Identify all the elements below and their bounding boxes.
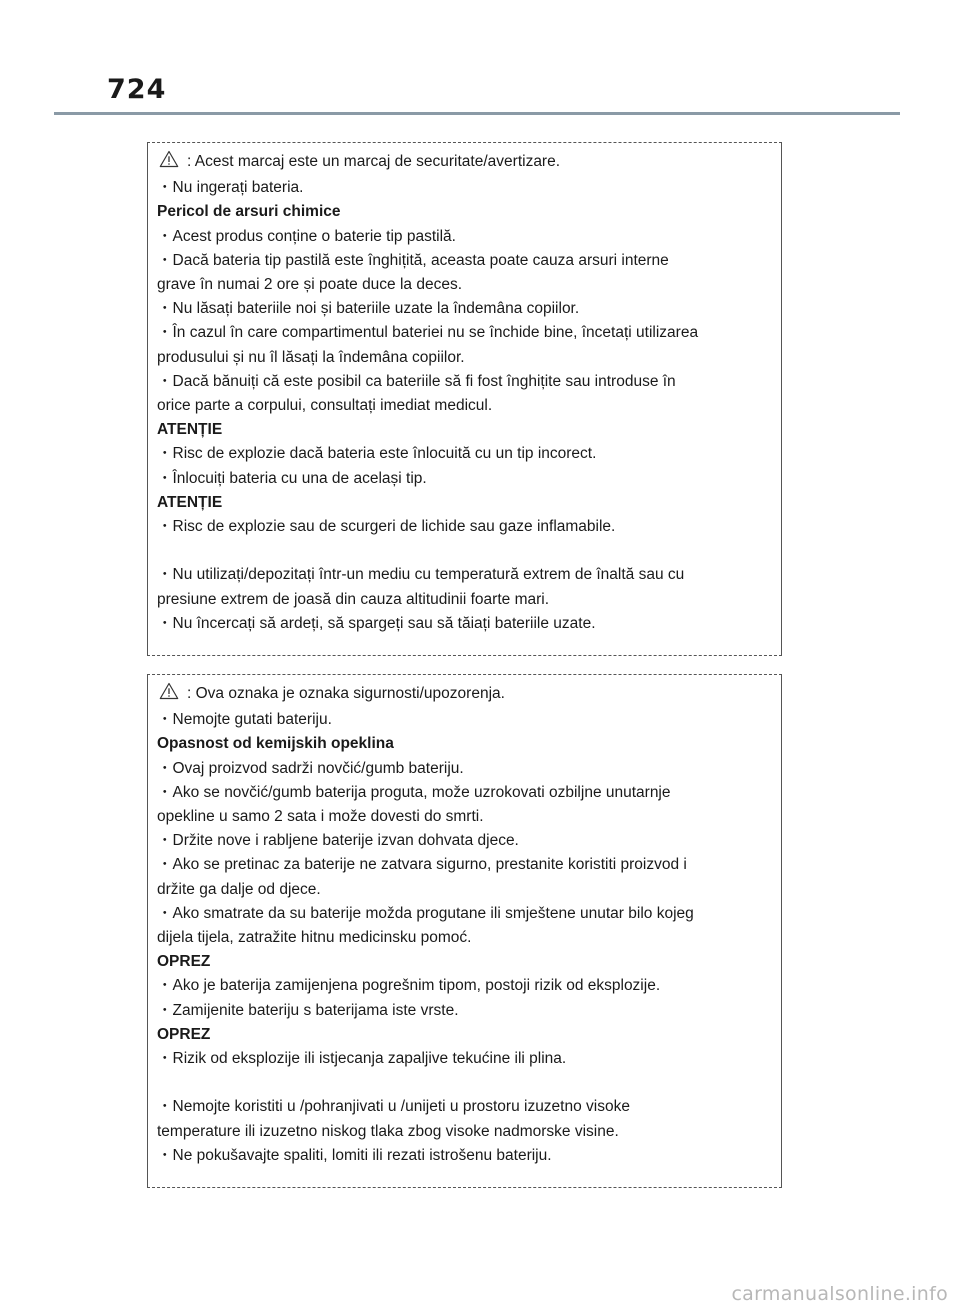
warning-line-text: ・Dacă bateria tip pastilă este înghițită, aceasta poate cauza arsuri interne xyxy=(157,251,669,269)
warning-line-text: orice parte a corpului, consultați imediat medicul. xyxy=(157,397,493,415)
warning-line xyxy=(157,225,772,249)
warning-line-text: Opasnost od kemijskih opeklina xyxy=(157,735,394,753)
warning-line xyxy=(157,1144,772,1168)
warning-heading xyxy=(157,1023,772,1047)
warning-line xyxy=(157,1095,772,1119)
warning-line-text: ATENȚIE xyxy=(157,493,223,511)
warning-line xyxy=(157,321,772,345)
warning-line-text: ・Ne pokušavajte spaliti, lomiti ili rezati istrošenu bateriju. xyxy=(157,1146,552,1164)
warning-line xyxy=(157,829,772,853)
warning-line-text: opekline u samo 2 sata i može dovesti do smrti. xyxy=(157,808,484,826)
warning-line-text: produsului și nu îl lăsați la îndemâna copiilor. xyxy=(157,348,465,366)
warning-line-text: ・Nu lăsați bateriile noi și bateriile uzate la îndemâna copiilor. xyxy=(157,300,580,318)
warning-line-text: ・În cazul în care compartimentul bateriei nu se închide bine, încetați utilizarea xyxy=(157,324,699,342)
footer-watermark: carmanualsonline.info xyxy=(731,1283,948,1305)
warning-line-text: OPREZ xyxy=(157,1025,211,1043)
warning-line-text: ・Acest produs conține o baterie tip pastilă. xyxy=(157,227,456,245)
warning-line-text: ATENȚIE xyxy=(157,421,223,439)
warning-line xyxy=(157,563,772,587)
warning-line-text: presiune extrem de joasă din cauza altitudinii foarte mari. xyxy=(157,590,550,608)
warning-box-romanian xyxy=(147,142,782,656)
warning-line-text: ・Înlocuiți bateria cu una de același tip. xyxy=(157,469,427,487)
warning-triangle-icon xyxy=(159,150,179,176)
warning-line-text: Pericol de arsuri chimice xyxy=(157,203,341,221)
warning-line-text: držite ga dalje od djece. xyxy=(157,880,321,898)
warning-line-text: ・Nemojte gutati bateriju. xyxy=(157,711,332,729)
warning-heading xyxy=(157,491,772,515)
warning-line xyxy=(157,902,772,926)
warning-line xyxy=(157,974,772,998)
warning-heading xyxy=(157,950,772,974)
warning-line-text: : Acest marcaj este un marcaj de securitate/avertizare. xyxy=(187,153,561,170)
warning-line-text: OPREZ xyxy=(157,953,211,971)
warning-line xyxy=(157,853,772,877)
warning-line-text: ・Nu utilizați/depozitați într-un mediu cu temperatură extrem de înaltă sau cu xyxy=(157,566,685,584)
warning-line-text: dijela tijela, zatražite hitnu medicinsku pomoć. xyxy=(157,929,472,947)
warning-line-text: ・Nu ingerați bateria. xyxy=(157,179,304,197)
warning-line xyxy=(157,805,772,829)
warning-triangle-icon xyxy=(159,682,179,708)
warning-line-text: : Ova oznaka je oznaka sigurnosti/upozorenja. xyxy=(187,685,505,702)
warning-line-text: ・Risc de explozie dacă bateria este înlocuită cu un tip incorect. xyxy=(157,445,597,463)
warning-line xyxy=(157,394,772,418)
warning-line-text: ・Zamijenite bateriju s baterijama iste vrste. xyxy=(157,1001,459,1019)
warning-line xyxy=(157,539,772,563)
warning-line xyxy=(157,273,772,297)
warning-line xyxy=(157,999,772,1023)
warning-line xyxy=(157,346,772,370)
warning-line xyxy=(157,757,772,781)
warning-line-text: ・Risc de explozie sau de scurgeri de lichide sau gaze inflamabile. xyxy=(157,518,616,536)
warning-line-text: temperature ili izuzetno niskog tlaka zbog visoke nadmorske visine. xyxy=(157,1122,619,1140)
warning-line-text: ・Držite nove i rabljene baterije izvan dohvata djece. xyxy=(157,832,519,850)
warning-line xyxy=(157,515,772,539)
warning-line-text: ・Ako je baterija zamijenjena pogrešnim tipom, postoji rizik od eksplozije. xyxy=(157,977,661,995)
warning-line xyxy=(157,176,772,200)
header-rule xyxy=(54,112,900,115)
warning-line xyxy=(157,249,772,273)
warning-line-text: ・Ovaj proizvod sadrži novčić/gumb bateriju. xyxy=(157,759,464,777)
warning-line xyxy=(157,781,772,805)
warning-line-text: ・Dacă bănuiți că este posibil ca bateriile să fi fost înghițite sau introduse în xyxy=(157,372,676,390)
warning-line xyxy=(157,1120,772,1144)
warning-line xyxy=(157,467,772,491)
warning-line xyxy=(157,370,772,394)
warning-line xyxy=(157,442,772,466)
page-number: 724 xyxy=(107,74,167,105)
warning-line xyxy=(157,1047,772,1071)
warning-line xyxy=(157,682,772,708)
warning-heading xyxy=(157,200,772,224)
warning-line xyxy=(157,708,772,732)
warning-heading xyxy=(157,732,772,756)
warning-box-croatian xyxy=(147,674,782,1188)
warning-heading xyxy=(157,418,772,442)
warning-line xyxy=(157,878,772,902)
warning-line-text: grave în numai 2 ore și poate duce la deces. xyxy=(157,276,463,294)
warning-line-text: ・Rizik od eksplozije ili istjecanja zapaljive tekućine ili plina. xyxy=(157,1050,567,1068)
warning-line xyxy=(157,297,772,321)
warning-line xyxy=(157,1071,772,1095)
warning-line xyxy=(157,612,772,636)
warning-line-text: ・Ako se pretinac za baterije ne zatvara sigurno, prestanite koristiti proizvod i xyxy=(157,856,687,874)
warning-line-text: ・Ako se novčić/gumb baterija proguta, može uzrokovati ozbiljne unutarnje xyxy=(157,783,671,801)
warning-text-block xyxy=(157,150,772,636)
warning-line-text: ・Nu încercați să ardeți, să spargeți sau să tăiați bateriile uzate. xyxy=(157,614,596,632)
warning-line-text: ・Nemojte koristiti u /pohranjivati u /unijeti u prostoru izuzetno visoke xyxy=(157,1098,630,1116)
warning-line xyxy=(157,926,772,950)
warning-line xyxy=(157,588,772,612)
warning-line xyxy=(157,150,772,176)
warning-text-block xyxy=(157,682,772,1168)
warning-line-text: ・Ako smatrate da su baterije možda progutane ili smještene unutar bilo kojeg xyxy=(157,904,694,922)
